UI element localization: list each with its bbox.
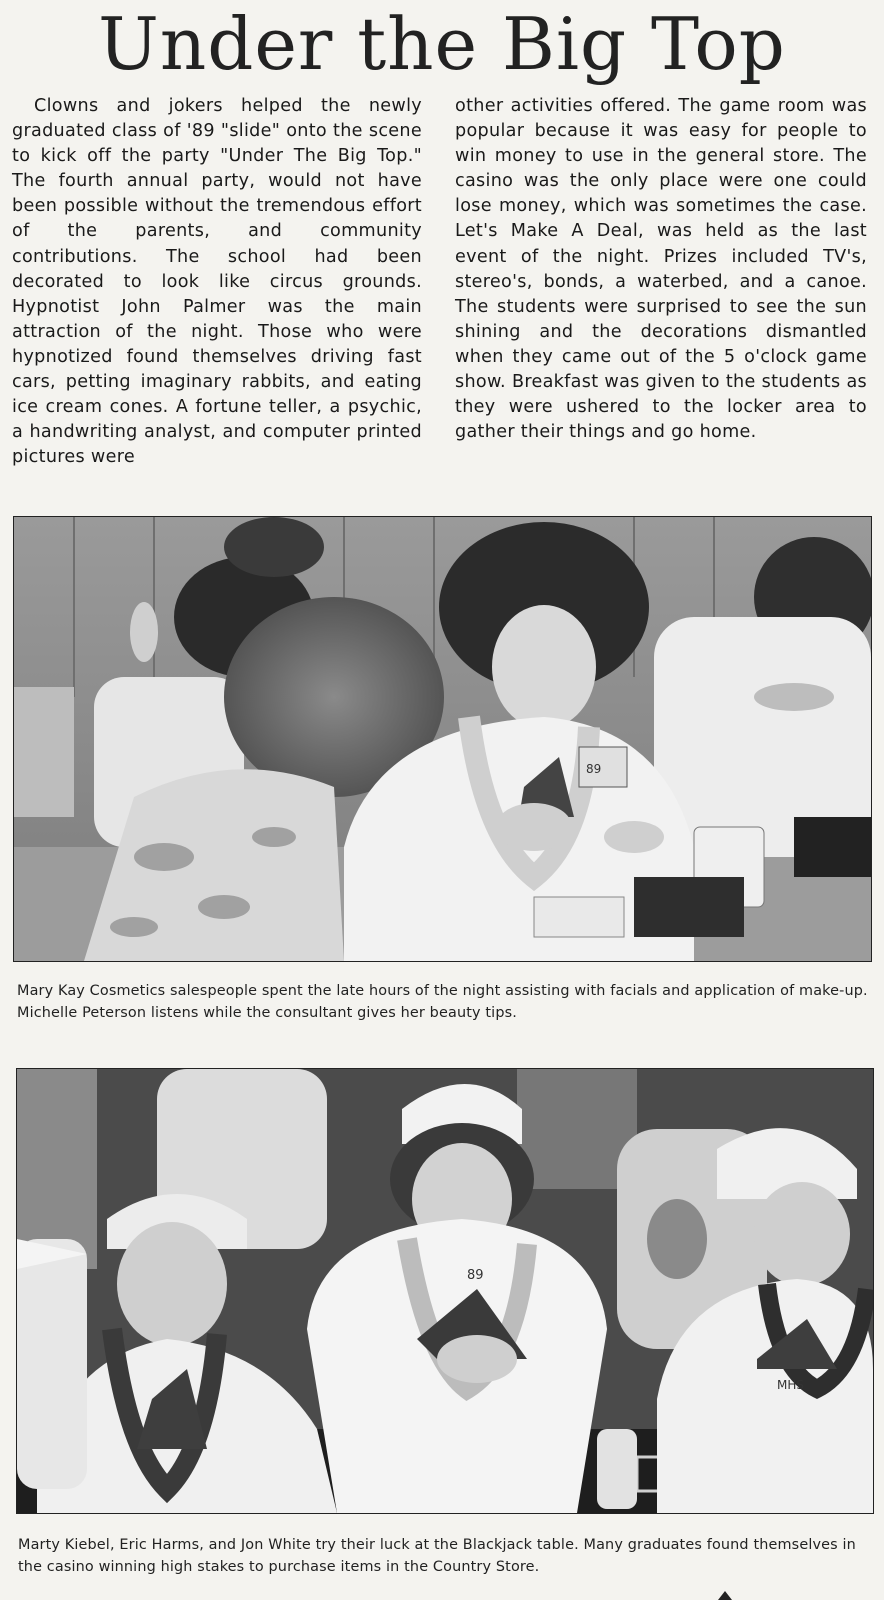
page-title: Under the Big Top: [98, 2, 786, 86]
page-corner-mark-icon: [718, 1591, 732, 1600]
photo-blackjack-table: [16, 1068, 874, 1514]
photo-caption-makeup: Mary Kay Cosmetics salespeople spent the late hours of the night assisting with facials and application of make-up. Michelle Peterson listens while the consultant gives her beauty tips.: [17, 983, 868, 1021]
shirt-badge-text: 89: [467, 1268, 484, 1283]
photo-makeup-session-illustration: [14, 517, 871, 961]
article-column-left: Clowns and jokers helped the newly graduated class of '89 "slide" onto the scene to kick off the party "Under The Big Top." The fourth annual party, would not have been possible without the tremendous effort of the parents, and community contributions. The school had been decorated to look like circus grounds. Hypnotist John Palmer was the main attraction of the night. Those who were hypnotized found themselves driving fast cars, petting imaginary rabbits, and eating ice cream cones. A fortune teller, a psychic, a handwriting analyst, and computer printed pictures were: [12, 96, 422, 468]
photo-blackjack-illustration: [17, 1069, 873, 1513]
photo-caption-blackjack: Marty Kiebel, Eric Harms, and Jon White try their luck at the Blackjack table. Many graduates found themselves in the casino winning high stakes to purchase items in the Country Store.: [18, 1537, 856, 1575]
photo-makeup-session: [13, 516, 872, 962]
article-column-right: other activities offered. The game room was popular because it was easy for people to win money to use in the general store. The casino was the only place were one could lose money, which was sometimes the case. Let's Make A Deal, was held as the last event of the night. Prizes included TV's, stereo's, bonds, a waterbed, and a canoe. The students were surprised to see the sun shining and the decorations dismantled when they came out of the 5 o'clock game show. Breakfast was given to the students as they were ushered to the locker area to gather their things and go home.: [455, 96, 867, 443]
badge-text: 89: [586, 762, 602, 776]
shirt-text-2: MHS: [777, 1378, 804, 1392]
